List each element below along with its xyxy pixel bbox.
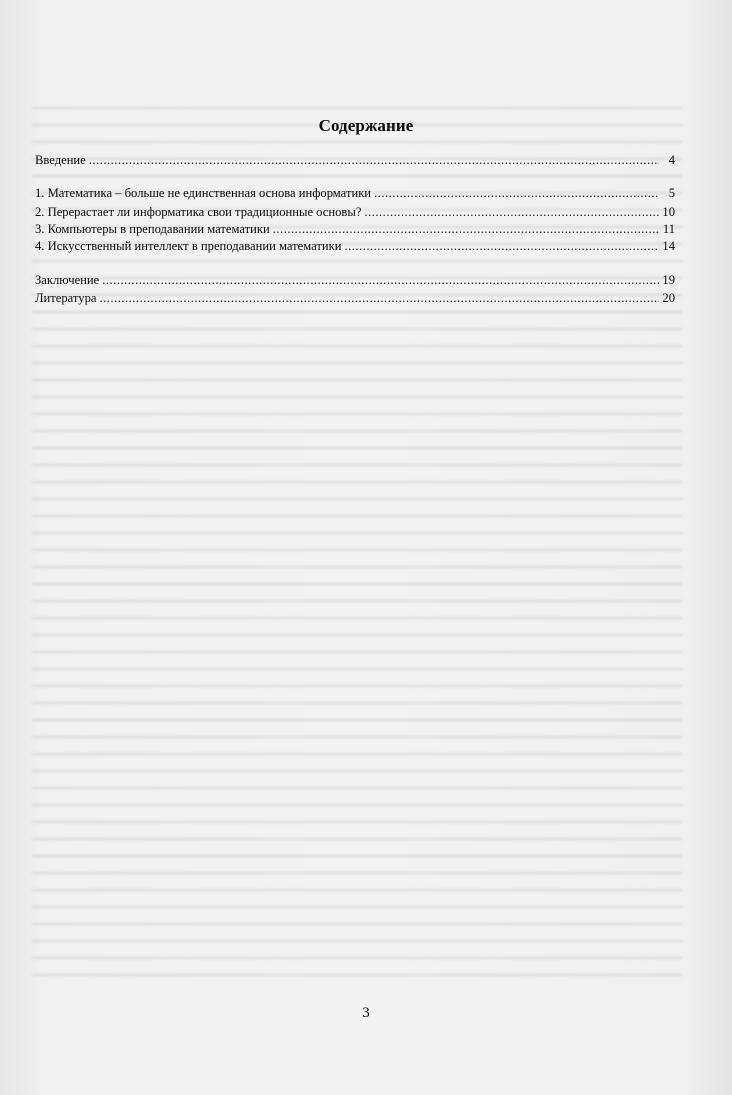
toc-entry[interactable] <box>35 153 675 168</box>
page-title: Содержание <box>318 116 414 135</box>
toc-entry-label: 2. Перерастает ли информатика свои традиционные основы? <box>35 205 362 219</box>
toc-leader-dots <box>374 186 659 201</box>
toc-entry-label: 1. Математика – больше не единственная основа информатики <box>35 186 372 200</box>
toc-leader-dots <box>344 239 659 254</box>
toc-entry-page: 14 <box>662 239 675 253</box>
toc-leader-dots <box>89 153 659 168</box>
toc-entry-page: 11 <box>662 222 675 236</box>
toc-leader-dots <box>273 222 659 237</box>
toc-entry[interactable] <box>35 239 675 254</box>
toc-leader-dots <box>99 291 659 306</box>
toc-entry-label: 3. Компьютеры в преподавании математики <box>35 222 270 236</box>
toc-entry[interactable] <box>35 291 675 306</box>
toc-entry-label: Литература <box>35 291 97 305</box>
page-number: 3 <box>362 1005 370 1021</box>
toc-entry[interactable] <box>35 222 675 237</box>
toc-entry[interactable] <box>35 273 675 288</box>
toc-entry-page: 4 <box>668 153 675 167</box>
toc-leader-dots <box>364 205 659 220</box>
toc-entry-page: 5 <box>668 186 675 200</box>
toc-entry-label: Введение <box>35 153 86 167</box>
toc-entry-page: 19 <box>662 273 675 287</box>
toc-entry-label: Заключение <box>35 273 100 287</box>
toc-entry-page: 10 <box>662 205 675 219</box>
toc-entry[interactable] <box>35 205 675 220</box>
toc-entry[interactable] <box>35 186 675 201</box>
toc-entry-page: 20 <box>662 291 675 305</box>
toc-leader-dots <box>102 273 659 288</box>
toc-entry-label: 4. Искусственный интеллект в преподавании математики <box>35 239 342 253</box>
